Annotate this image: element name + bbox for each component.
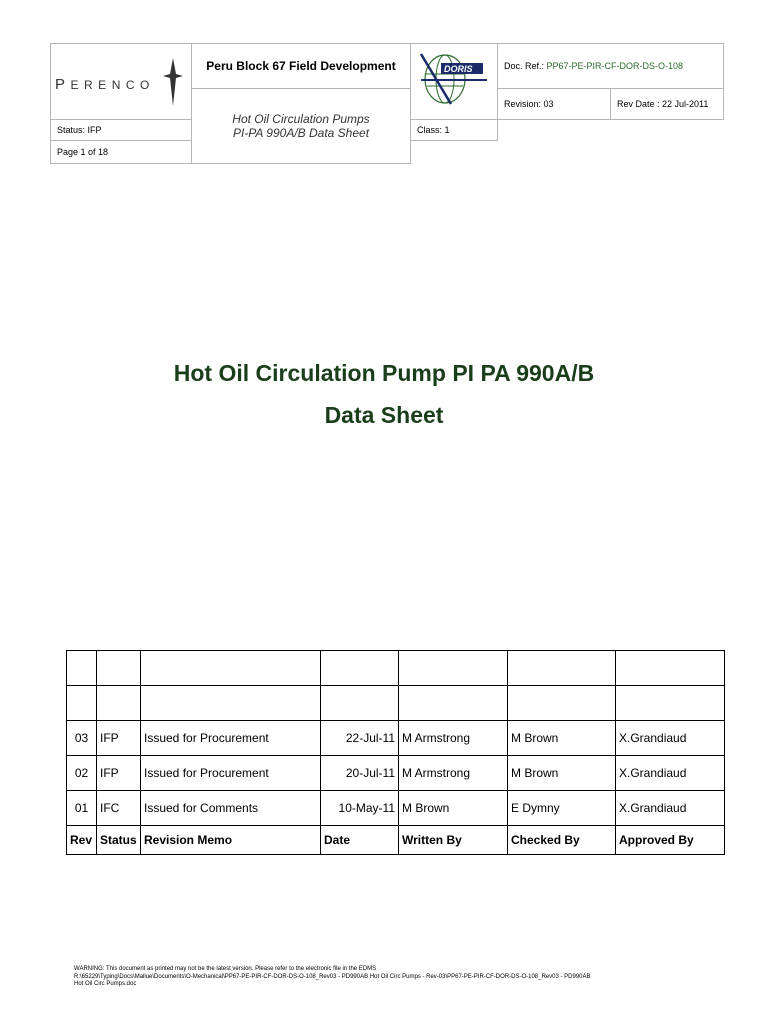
doc-ref: Doc. Ref.: PP67-PE-PIR-CF-DOR-DS-O-108 (498, 44, 724, 89)
memo-cell: Issued for Comments (141, 791, 321, 826)
checked-by-cell: E Dymny (508, 791, 616, 826)
status-cell: IFC (97, 791, 141, 826)
rev-cell: 02 (67, 756, 97, 791)
revision-table (66, 650, 725, 855)
date-cell: 20-Jul-11 (321, 756, 399, 791)
doris-logo-text: DORIS (444, 64, 473, 74)
footer-warning (74, 966, 734, 989)
header-checked-by: Checked By (508, 826, 616, 855)
header-written-by: Written By (399, 826, 508, 855)
table-header-row (67, 826, 725, 855)
rev-cell: 03 (67, 721, 97, 756)
table-row (67, 721, 725, 756)
doris-logo (411, 44, 498, 120)
header-memo: Revision Memo (141, 826, 321, 855)
checked-by-cell: M Brown (508, 756, 616, 791)
written-by-cell: M Armstrong (399, 756, 508, 791)
status-cell: IFP (97, 721, 141, 756)
perenco-logo-text: PERENCO (55, 76, 155, 93)
footer-line: R:\65229\Typing\Docs\Mallue\Documents\O-Mechanical\PP67-PE-PIR-CF-DOR-DS-O-108_Rev03 - PD990AB Hot Oil Circ Pumps - Rev-03\PP67-PE-PIR-CF-DOR-DS-O-108_Rev03 - PD990AB (74, 973, 591, 980)
main-title: Hot Oil Circulation Pump PI PA 990A/B (173, 360, 595, 386)
status-cell: Status: IFP (51, 120, 192, 141)
table-row (67, 791, 725, 826)
rev-cell: 01 (67, 791, 97, 826)
checked-by-cell: M Brown (508, 721, 616, 756)
date-cell: 10-May-11 (321, 791, 399, 826)
approved-by-cell: X.Grandiaud (616, 721, 725, 756)
header-date: Date (321, 826, 399, 855)
approved-by-cell: X.Grandiaud (616, 756, 725, 791)
memo-cell: Issued for Procurement (141, 756, 321, 791)
written-by-cell: M Brown (399, 791, 508, 826)
table-row (67, 651, 725, 686)
header-rev: Rev (67, 826, 97, 855)
document-subtitle: Hot Oil Circulation Pumps PI-PA 990A/B Data Sheet (192, 89, 411, 164)
table-row (67, 686, 725, 721)
header-status: Status (97, 826, 141, 855)
footer-line: WARNING: This document as printed may not be the latest version. Please refer to the electronic file in the EDMS (74, 966, 377, 972)
written-by-cell: M Armstrong (399, 721, 508, 756)
document-header (50, 43, 724, 164)
rev-date-cell: Rev Date : 22 Jul-2011 (611, 89, 724, 120)
perenco-star-icon (163, 58, 183, 106)
footer-line: Hot Oil Circ Pumps.doc (74, 981, 137, 987)
project-name: Peru Block 67 Field Development (192, 44, 411, 89)
sub-title: Data Sheet (324, 402, 444, 428)
header-approved-by: Approved By (616, 826, 725, 855)
memo-cell: Issued for Procurement (141, 721, 321, 756)
class-cell: Class: 1 (411, 120, 498, 141)
perenco-logo (51, 44, 192, 120)
page-cell: Page 1 of 18 (51, 141, 411, 164)
status-cell: IFP (97, 756, 141, 791)
doris-globe-icon (411, 44, 491, 114)
revision-cell: Revision: 03 (498, 89, 611, 120)
approved-by-cell: X.Grandiaud (616, 791, 725, 826)
date-cell: 22-Jul-11 (321, 721, 399, 756)
table-row (67, 756, 725, 791)
